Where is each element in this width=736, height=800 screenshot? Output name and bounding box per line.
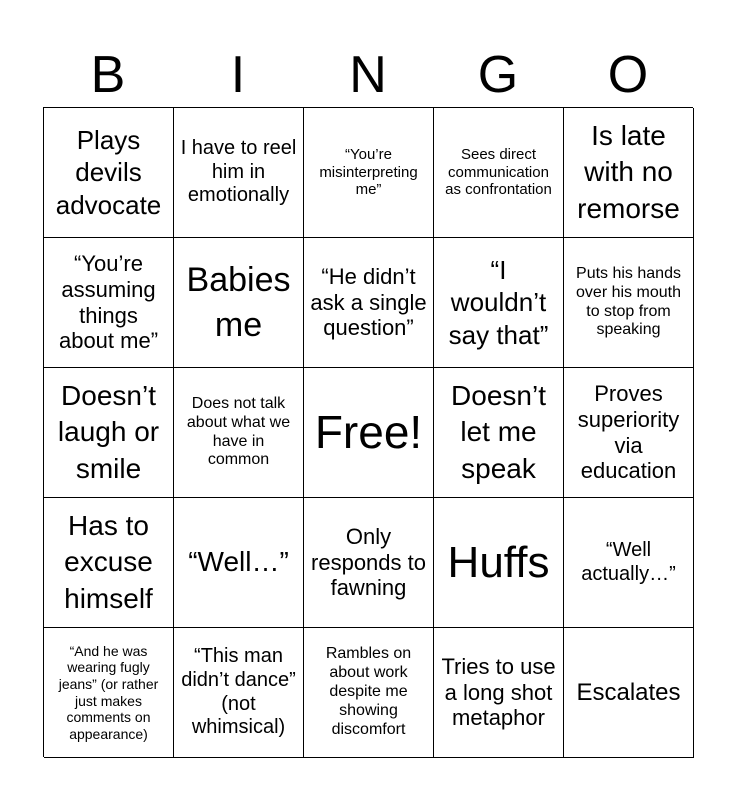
header-letter-o: O [607, 46, 649, 104]
bingo-cell[interactable]: I have to reel him in emotionally [174, 108, 304, 238]
bingo-cell[interactable]: Has to excuse himself [44, 498, 174, 628]
bingo-cell[interactable]: Escalates [564, 628, 694, 758]
bingo-cell[interactable]: Does not talk about what we have in common [174, 368, 304, 498]
bingo-cell[interactable]: “I wouldn’t say that” [434, 238, 564, 368]
bingo-cell[interactable]: Tries to use a long shot metaphor [434, 628, 564, 758]
bingo-cell[interactable]: Babies me [174, 238, 304, 368]
bingo-cell[interactable]: “He didn’t ask a single question” [304, 238, 434, 368]
header-letter-b: B [90, 46, 126, 104]
bingo-cell[interactable]: “You’re assuming things about me” [44, 238, 174, 368]
bingo-cell[interactable]: Doesn’t laugh or smile [44, 368, 174, 498]
bingo-cell[interactable]: “This man didn’t dance” (not whimsical) [174, 628, 304, 758]
bingo-cell[interactable]: Huffs [434, 498, 564, 628]
bingo-cell[interactable]: Only responds to fawning [304, 498, 434, 628]
header-letter-i: I [230, 46, 246, 104]
bingo-cell[interactable]: “And he was wearing fugly jeans” (or rather just makes comments on appearance) [44, 628, 174, 758]
bingo-cell[interactable]: Proves superiority via education [564, 368, 694, 498]
bingo-cell[interactable]: “Well…” [174, 498, 304, 628]
bingo-cell[interactable]: Sees direct communication as confrontation [434, 108, 564, 238]
bingo-cell[interactable]: Puts his hands over his mouth to stop from speaking [564, 238, 694, 368]
bingo-cell[interactable]: Rambles on about work despite me showing discomfort [304, 628, 434, 758]
free-space-cell[interactable]: Free! [304, 368, 434, 498]
bingo-cell[interactable]: Is late with no remorse [564, 108, 694, 238]
bingo-cell[interactable]: Doesn’t let me speak [434, 368, 564, 498]
bingo-cell[interactable]: “You’re misinterpreting me” [304, 108, 434, 238]
header-letter-g: G [477, 46, 519, 104]
bingo-cell[interactable]: Plays devils advocate [44, 108, 174, 238]
bingo-grid [43, 107, 693, 757]
bingo-cell[interactable]: “Well actually…” [564, 498, 694, 628]
bingo-header [43, 42, 693, 108]
header-letter-n: N [349, 46, 387, 104]
